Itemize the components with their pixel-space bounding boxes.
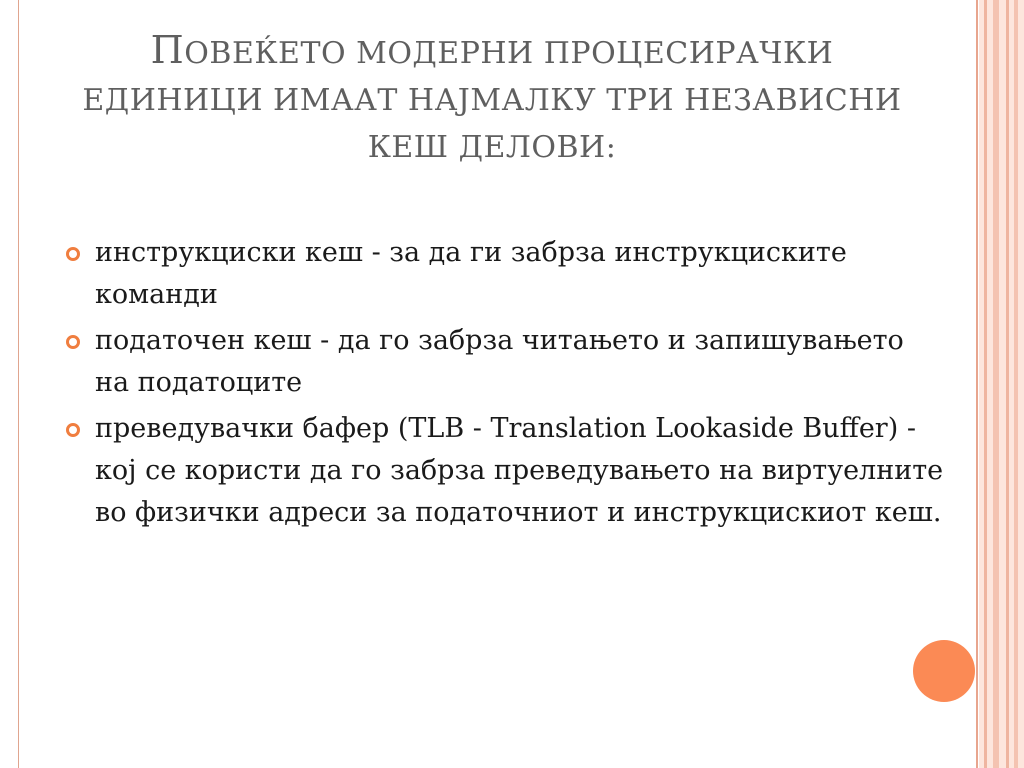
bullet-list — [64, 232, 944, 538]
slide-title — [40, 27, 944, 171]
stripe-line — [1006, 0, 1009, 768]
title-first-letter: П — [150, 28, 185, 72]
bullet-item — [64, 320, 944, 404]
bullet-text: инструкциски кеш - за да ги забрза инструкциските команди — [95, 237, 847, 310]
bullet-item — [64, 232, 944, 316]
title-line-2: ЕДИНИЦИ ИМААТ НАЈМАЛКУ ТРИ НЕЗАВИСНИ — [82, 83, 902, 118]
bullet-item — [64, 408, 944, 534]
title-line-1: ОВЕЌЕТО МОДЕРНИ ПРОЦЕСИРАЧКИ — [184, 36, 834, 71]
bullet-text: податочен кеш - да го забрза читањето и запишувањето на податоците — [95, 325, 904, 398]
bullet-text: преведувачки бафер (TLB - Translation Lookaside Buffer) - кој се користи да го забрза преведувањето на виртуелните во физички адреси за податочниот и инструкцискиот кеш. — [95, 413, 944, 528]
ring-bullet-icon — [66, 247, 80, 261]
stripe-line — [984, 0, 987, 768]
left-frame-line — [18, 0, 19, 768]
title-line-3: КЕШ ДЕЛОВИ: — [367, 130, 617, 165]
right-frame-line — [976, 0, 978, 768]
ring-bullet-icon — [66, 335, 80, 349]
stripe-line — [993, 0, 999, 768]
orange-circle-decoration — [913, 640, 975, 702]
stripe-line — [1014, 0, 1018, 768]
ring-bullet-icon — [66, 423, 80, 437]
